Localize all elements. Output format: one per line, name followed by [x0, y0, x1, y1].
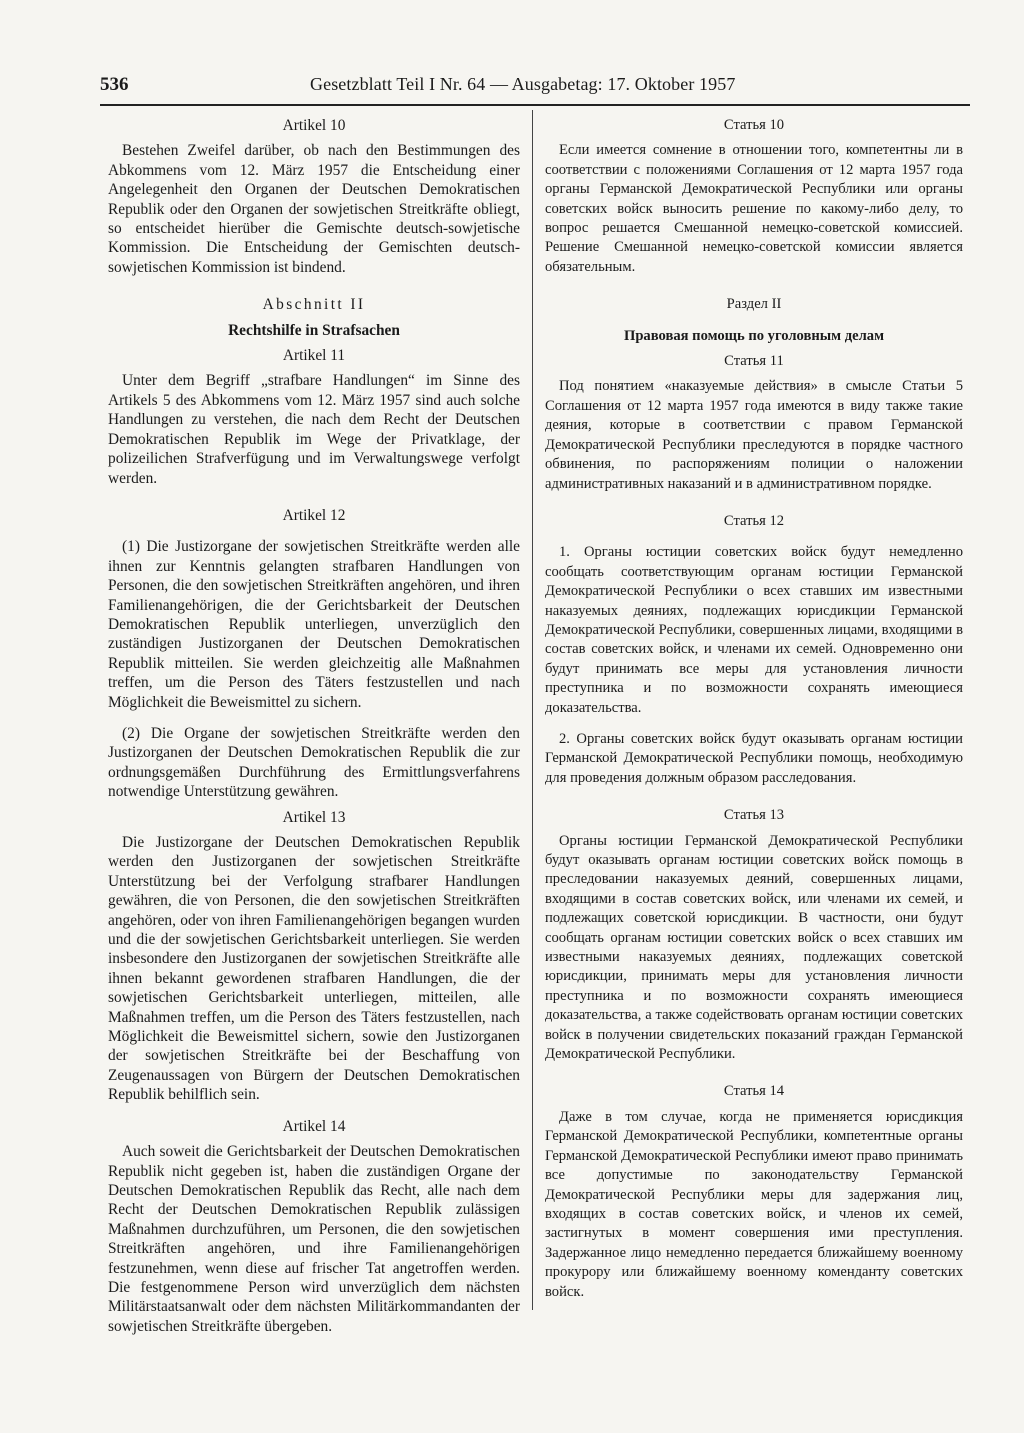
article-12-paragraph-1: (1) Die Justizorgane der sowjetischen Streitkräfte werden alle ihnen zur Kenntnis gelangten strafbaren Handlungen von Personen, die den sowjetischen Streitkräften angehören, und ihren Familienangehörigen, die der Gerichtsbarkeit der Deutschen Demokratischen Republik unterliegen, unverzüglich den zuständigen Justizorganen der Deutschen Demokratischen Republik mitteilen. Sie werden gleichzeitig alle Maßnahmen treffen, um die Person des Täters festzustellen und nach Möglichkeit die Beweismittel zu sichern. [108, 538, 520, 711]
article-11-heading-ru: Статья 11 [724, 353, 784, 370]
header-divider [100, 104, 970, 106]
article-12-heading-ru: Статья 12 [723, 512, 785, 529]
article-12-paragraph-2-ru: 2. Органы советских войск будут оказывать органам юстиции Германской Демократической Республики помощь, необходимую для проведения должным образом расследования. [545, 730, 963, 786]
section-subtitle: Rechtshilfe in Strafsachen [228, 321, 400, 339]
article-10-text-ru: Если имеется сомнение в отношении того, компетентны ли в соответствии с положениями Соглашения от 12 марта 1957 года органы Германской Демократической Республики или органы советских войск выносить решение по какому-либо делу, то вопрос решается Смешанной немецко-советской комиссией. Решение Смешанной немецко-советской комиссии является обязательным. [545, 142, 963, 275]
article-14-heading: Artikel 14 [282, 1117, 346, 1135]
column-divider [532, 110, 533, 1310]
article-11-text: Unter dem Begriff „strafbare Handlungen“ im Sinne des Artikels 5 des Abkommens vom 12. März 1957 sind auch solche Handlungen zu verstehen, die nach dem Recht der Deutschen Demokratischen Republik im Wege der Privatklage, der polizeilichen Strafverfügung und im Verwaltungswege verfolgt werden. [108, 372, 520, 487]
article-14-text: Auch soweit die Gerichtsbarkeit der Deutschen Demokratischen Republik nicht gegeben ist, haben die zuständigen Organe der Deutschen Demokratischen Republik das Recht, alle nach dem Recht der Deutschen Demokratischen Republik zulässigen Maßnahmen durchzuführen, um Personen, die den sowjetischen Streitkräften angehören, und ihre Familienangehörigen festzunehmen, wenn diese auf frischer Tat angetroffen werden. Die festgenommene Person wird unverzüglich dem nächsten Militärstaatsanwalt oder dem nächsten Militärkommandanten der sowjetischen Streitkräfte übergeben. [108, 1143, 520, 1335]
section-heading-ru: Раздел II [726, 296, 782, 313]
article-13-heading: Artikel 13 [282, 808, 346, 826]
gazette-title: Gesetzblatt Teil I Nr. 64 — Ausgabetag: 17. Oktober 1957 [310, 74, 736, 94]
section-subtitle-ru: Правовая помощь по уголовным делам [623, 327, 885, 344]
article-12-paragraph-1-ru: 1. Органы юстиции советских войск будут немедленно сообщать соответствующим органам юстиции Германской Демократической Республики о всех ставших им известными наказуемых деяниях, подлежащих юрисдикции Германской Демократической Республики, совершенных лицами, входящими в состав советских войск, и членами их семей. Одновременно они будут принимать все меры для установления личности преступника и по возможности сохранять имеющиеся доказательства. [545, 544, 963, 716]
german-column [108, 116, 520, 1336]
article-14-heading-ru: Статья 14 [723, 1083, 785, 1100]
article-13-text-ru: Органы юстиции Германской Демократической Республики будут оказывать органам юстиции советских войск помощь в преследовании наказуемых деяний, совершенных лицами, входящими в состав советских войск, или членами их семей, и подлежащих советской юрисдикции. В частности, они будут сообщать органам юстиции советских войск о всех ставших им известными наказуемых деяниях, подлежащих советской юрисдикции, принимать меры для установления личности преступника и по возможности сохранять имеющиеся доказательства, а также содействовать органам юстиции советских войск в получении свидетельских показаний граждан Германской Демократической Республики. [545, 832, 963, 1063]
page-number: 536 [100, 74, 129, 95]
article-10-heading-ru: Статья 10 [723, 117, 785, 133]
article-10-text: Bestehen Zweifel darüber, ob nach den Bestimmungen des Abkommens vom 12. März 1957 die Entscheidung einer Angelegenheit den Organen der Deutschen Demokratischen Republik oder den Organen der sowjetischen Streitkräfte obliegt, so entscheidet hierüber die Gemischte deutsch-sowjetische Kommission. Die Entscheidung der Gemischten deutsch-sowjetischen Kommission ist bindend. [108, 142, 520, 276]
russian-column [545, 116, 963, 1302]
article-14-text-ru: Даже в том случае, когда не применяется юрисдикция Германской Демократической Республики, компетентные органы Германской Демократической Республики имеют право принимать все допустимые по законодательству Германской Демократической Республики меры для задержания лиц, входящих в состав советских войск, и членов их семей, застигнутых в момент совершения ими преступления. Задержанное лицо немедленно передается ближайшему военному прокурору или ближайшему военному коменданту советских войск. [545, 1108, 963, 1300]
section-heading: Abschnitt II [262, 296, 366, 314]
article-13-text: Die Justizorgane der Deutschen Demokratischen Republik werden den Justizorganen der sowjetischen Streitkräfte Unterstützung bei der Verfolgung strafbarer Handlungen gewähren, die von Personen, die den sowjetischen Streitkräften angehören, oder von ihren Familienangehörigen begangen wurden und die der sowjetischen Gerichtsbarkeit unterliegen. Sie werden insbesondere den Justizorganen der sowjetischen Streitkräfte alle ihnen bekannt gewordenen strafbaren Handlungen, die der sowjetischen Gerichtsbarkeit unterliegen, mitteilen, alle Maßnahmen treffen, um die Person des Täters festzustellen, nach Möglichkeit die Beweismittel sichern, sowie den Justizorganen der sowjetischen Streitkräfte bei der Beschaffung von Zeugenaussagen von Bürgern der Deutschen Demokratischen Republik behilflich sein. [108, 834, 520, 1104]
article-10-heading: Artikel 10 [282, 117, 346, 134]
page-header [100, 70, 980, 100]
article-12-heading: Artikel 12 [282, 506, 346, 524]
article-13-heading-ru: Статья 13 [723, 807, 785, 824]
article-11-text-ru: Под понятием «наказуемые действия» в смысле Статьи 5 Соглашения от 12 марта 1957 года имеются в виду также такие деяния, которые в соответствии с правом Германской Демократической Республики преследуются в порядке частного обвинения, по распоряжениям полиции о наложении административных наказаний и в административном порядке. [545, 378, 963, 492]
article-11-heading: Artikel 11 [282, 347, 346, 365]
article-12-paragraph-2: (2) Die Organe der sowjetischen Streitkräfte werden den Justizorganen der Deutschen Demokratischen Republik die zur ordnungsgemäßen Durchführung des Ermittlungsverfahrens notwendige Unterstützung gewähren. [108, 724, 520, 801]
